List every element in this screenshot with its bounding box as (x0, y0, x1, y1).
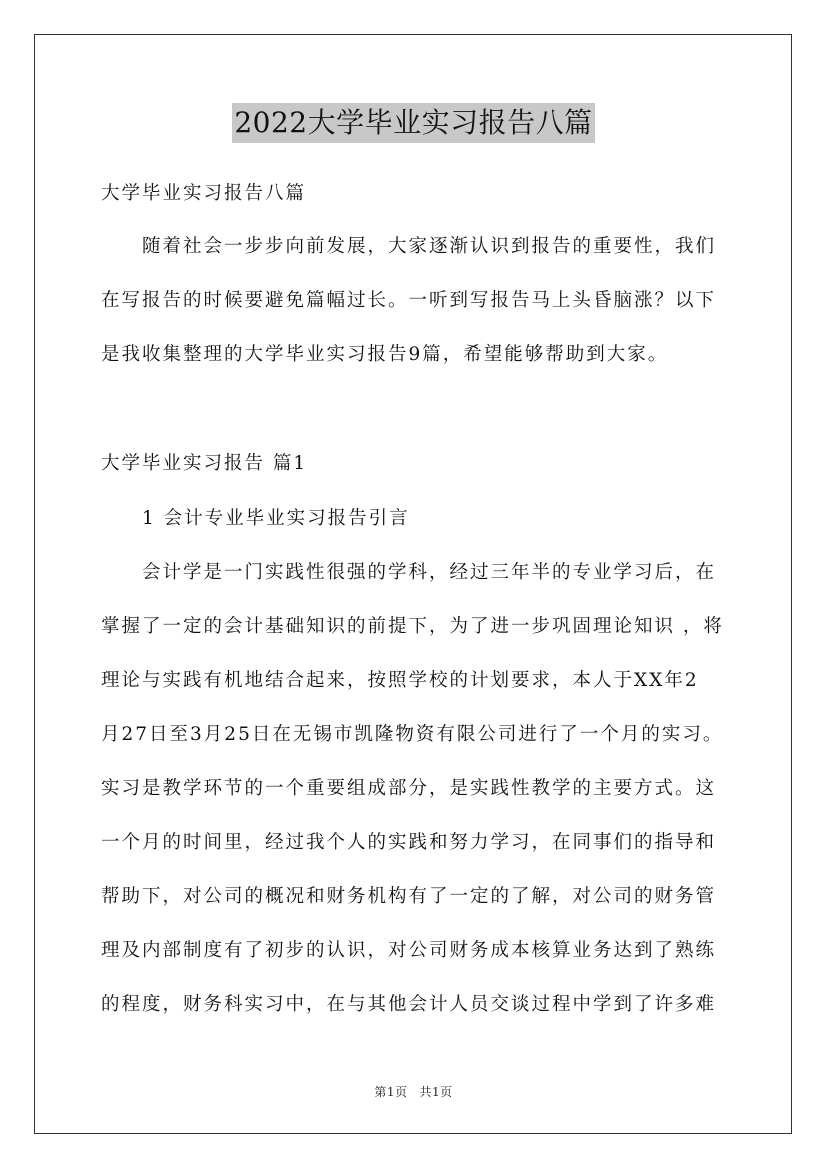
body-line: 的程度，财务科实习中，在与其他会计人员交谈过程中学到了许多难 (101, 994, 717, 1015)
document-subtitle-block (101, 167, 741, 221)
body-line: 会计学是一门实践性很强的学科，经过三年半的专业学习后，在 (101, 562, 717, 583)
document-subtitle: 大学毕业实习报告八篇 (101, 183, 307, 204)
intro-line: 在写报告的时候要避免篇幅过长。一听到写报告马上头昏脑涨？以下 (101, 290, 717, 311)
section-heading-block (101, 437, 741, 491)
body-line: 月27日至3月25日在无锡市凯隆物资有限公司进行了一个月的实习。 (101, 724, 724, 745)
page-footer (0, 1083, 827, 1100)
section-heading: 大学毕业实习报告 篇1 (101, 453, 308, 474)
body-line: 理论与实践有机地结合起来，按照学校的计划要求，本人于XX年2 (101, 670, 699, 691)
intro-line: 是我收集整理的大学毕业实习报告9篇，希望能够帮助到大家。 (101, 344, 669, 365)
body-line: 理及内部制度有了初步的认识，对公司财务成本核算业务达到了熟练 (101, 940, 717, 961)
intro-line: 随着社会一步步向前发展，大家逐渐认识到报告的重要性，我们 (101, 236, 717, 257)
page-number-total: 共1页 (419, 1085, 453, 1099)
body-line: 掌握了一定的会计基础知识的前提下，为了进一步巩固理论知识 ，将 (101, 616, 724, 637)
document-title: 2022大学毕业实习报告八篇 (232, 103, 594, 143)
intro-paragraph (101, 220, 741, 382)
body-line: 帮助下，对公司的概况和财务机构有了一定的了解，对公司的财务管 (101, 886, 717, 907)
body-line: 1 会计专业毕业实习报告引言 (101, 508, 410, 529)
document-title-container (0, 103, 827, 143)
body-line: 一个月的时间里，经过我个人的实践和努力学习，在同事们的指导和 (101, 832, 717, 853)
body-line: 实习是教学环节的一个重要组成部分，是实践性教学的主要方式。这 (101, 778, 717, 799)
body-paragraph (101, 492, 741, 1032)
page-number-current: 第1页 (374, 1085, 408, 1099)
